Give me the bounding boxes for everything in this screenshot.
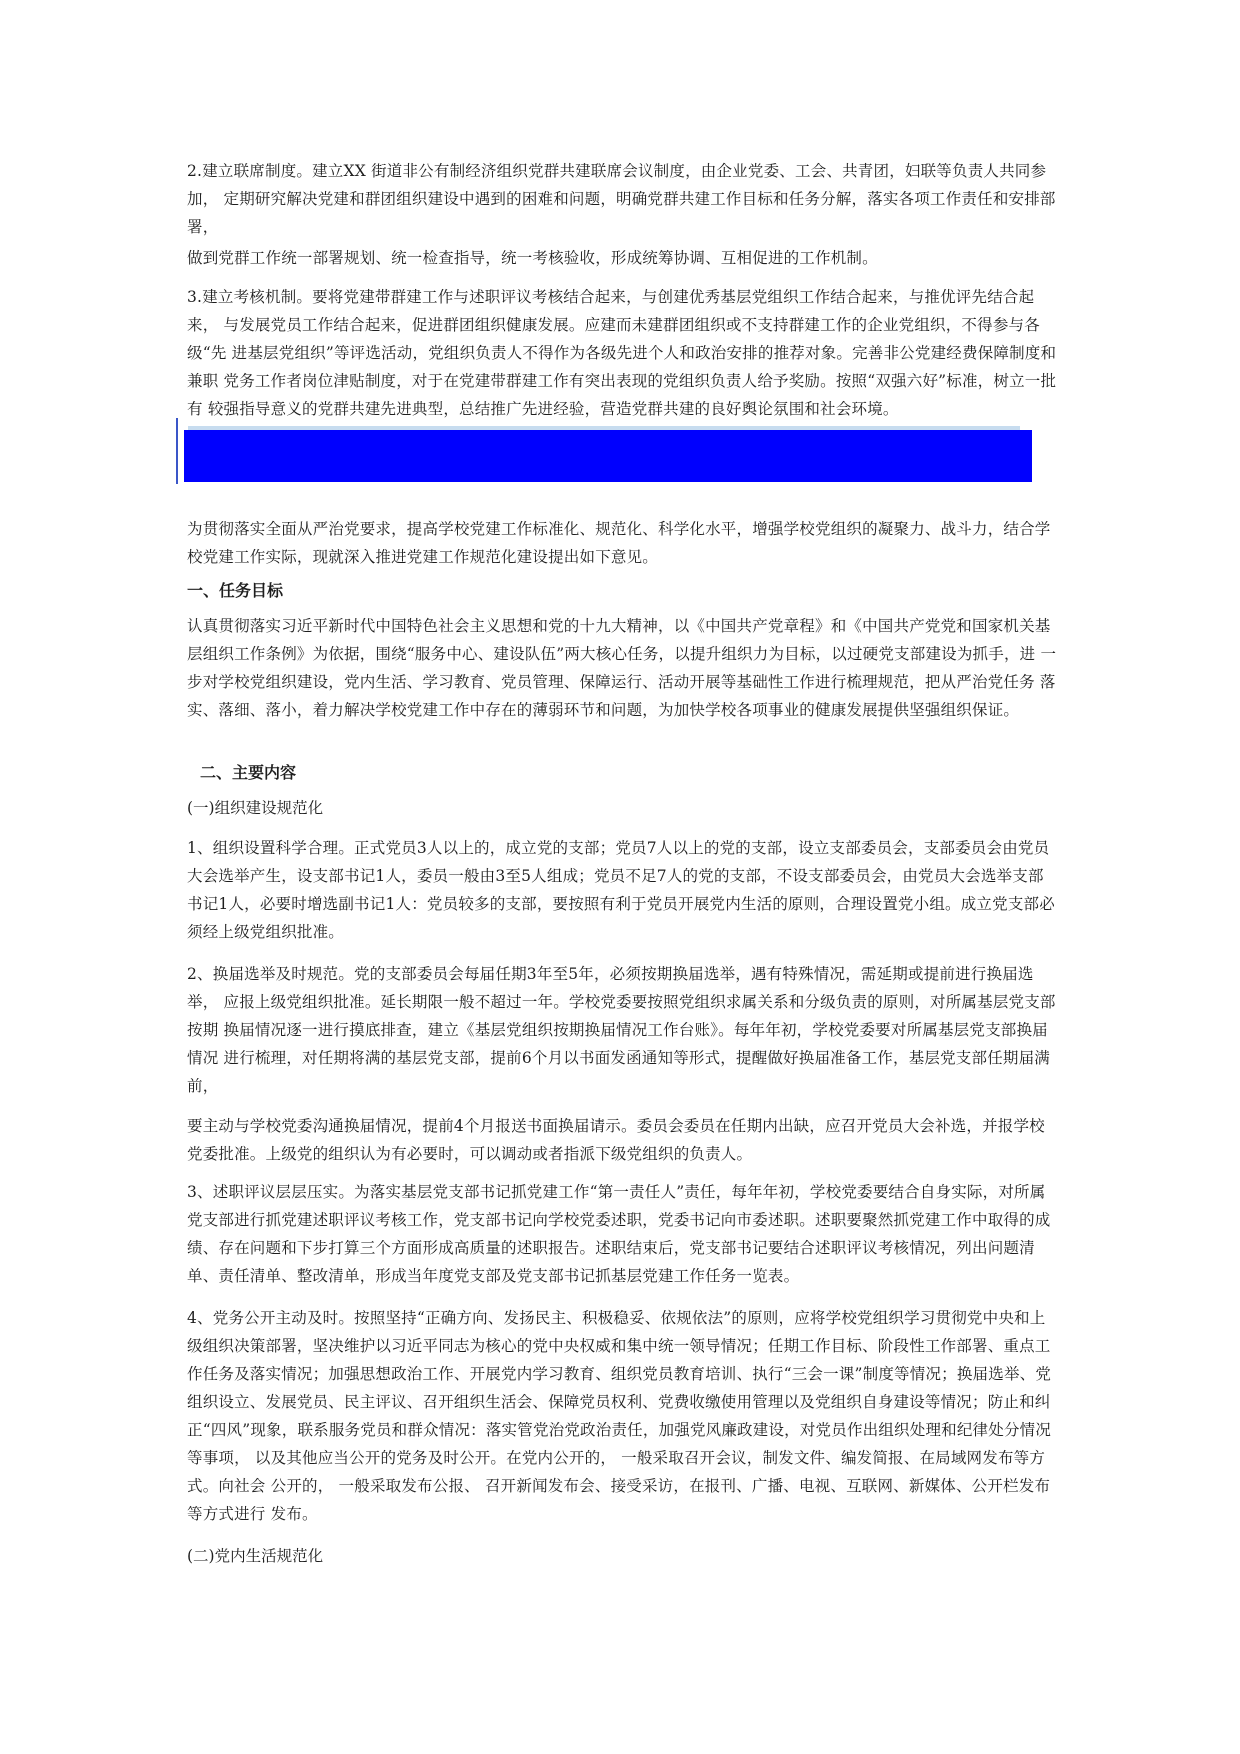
banner-edge-line — [176, 418, 178, 484]
heading-task-goals: 一、任务目标 — [187, 581, 284, 600]
highlight-banner — [176, 418, 1032, 484]
paragraph-assessment: 3.建立考核机制。要将党建带群建工作与述职评议考核结合起来，与创建优秀基层党组织工作结合起来，与推优评先结合起来， 与发展党员工作结合起来，促进群团组织健康发展。应建而未建群团组织或不支持群建工作的企业党组织，不得参与各级“先 进基层党组织”等评选活动，党组织负责人不得作为各级先进个人和政治安排的推荐对象。完善非公党建经费保障制度和兼职 党务工作者岗位津贴制度，对于在党建带群建工作有突出表现的党组织负责人给予奖励。按照“双强六好”标准，树立一批有 较强指导意义的党群共建先进典型，总结推广先进经验，营造党群共建的良好舆论氛围和社会环境。 — [187, 288, 1057, 418]
subheading-party-life: (二)党内生活规范化 — [187, 1547, 324, 1565]
paragraph-org-setup: 1、组织设置科学合理。正式党员3人以上的，成立党的支部；党员7人以上的党的支部，设立支部委员会，支部委员会由党员 大会选举产生，设支部书记1人，委员一般由3至5人组成；党员不足7人的党的支部，不设支部委员会，由党员大会选举支部 书记1人，必要时增选副书记1人：党员较多的支部，要按照有利于党员开展党内生活的原则，合理设置党小组。成立党支部必 须经上级党组织批准。 — [187, 839, 1055, 941]
paragraph-review: 3、述职评议层层压实。为落实基层党支部书记抓党建工作“第一责任人”责任，每年年初，学校党委要结合自身实际，对所属党支部进行抓党建述职评议考核工作，党支部书记向学校党委述职，党委书记向市委述职。述职要聚然抓党建工作中取得的成绩、存在问题和下步打算三个方面形成高质量的述职报告。述职结束后，党支部书记要结合述职评议考核情况，列出问题清单、责任清单、整改清单，形成当年度党支部及党支部书记抓基层党建工作任务一览表。 — [187, 1183, 1051, 1285]
paragraph-election-cont: 要主动与学校党委沟通换届情况，提前4个月报送书面换届请示。委员会委员在任期内出缺，应召开党员大会补选，并报学校 党委批准。上级党的组织认为有必要时，可以调动或者指派下级党组织的负责人。 — [187, 1117, 1045, 1163]
paragraph-joint-meeting: 2.建立联席制度。建立XX 街道非公有制经济组织党群共建联席会议制度，由企业党委、工会、共青团，妇联等负责人共同参加， 定期研究解决党建和群团组织建设中遇到的困难和问题，明确党群共建工作目标和任务分解，落实各项工作责任和安排部署， — [187, 162, 1056, 236]
paragraph-intro: 为贯彻落实全面从严治党要求，提高学校党建工作标准化、规范化、科学化水平，增强学校党组织的凝聚力、战斗力，结合学校党建工作实际，现就深入推进党建工作规范化建设提出如下意见。 — [187, 520, 1051, 566]
paragraph-openness: 4、党务公开主动及时。按照坚持“正确方向、发扬民主、积极稳妥、依规依法”的原则，应将学校党组织学习贯彻党中央和上级组织决策部署，坚决维护以习近平同志为核心的党中央权威和集中统一领导情况；任期工作目标、阶段性工作部署、重点工作任务及落实情况；加强思想政治工作、开展党内学习教育、组织党员教育培训、执行“三会一课”制度等情况；换届选举、党组织设立、发展党员、民主评议、召开组织生活会、保障党员权利、党费收缴使用管理以及党组织自身建设等情况；防止和纠正“四风”现象，联系服务党员和群众情况：落实管党治党政治责任，加强党风廉政建设，对党员作出组织处理和纪律处分情况等事项， 以及其他应当公开的党务及时公开。在党内公开的， 一般采取召开会议，制发文件、编发简报、在局域网发布等方式。向社会 公开的， 一般采取发布公报、 召开新闻发布会、接受采访，在报刊、广播、电视、互联网、新媒体、公开栏发布等方式进行 发布。 — [187, 1309, 1052, 1523]
paragraph-task-goals: 认真贯彻落实习近平新时代中国特色社会主义思想和党的十九大精神，以《中国共产党章程》和《中国共产党党和国家机关基 层组织工作条例》为依据，围绕“服务中心、建设队伍”两大核心任务，以提升组织力为目标，以过硬党支部建设为抓手，进 一步对学校党组织建设，党内生活、学习教育、党员管理、保障运行、活动开展等基础性工作进行梳理规范，把从严治党任务 落实、落细、落小，着力解决学校党建工作中存在的薄弱环节和问题，为加快学校各项事业的健康发展提供坚强组织保证。 — [187, 617, 1057, 719]
blue-block — [184, 430, 1032, 482]
heading-main-content: 二、主要内容 — [200, 763, 297, 782]
paragraph-election: 2、换届选举及时规范。党的支部委员会每届任期3年至5年，必须按期换届选举，遇有特殊情况，需延期或提前进行换届选举， 应报上级党组织批准。延长期限一般不超过一年。学校党委要按照党组织求属关系和分级负责的原则，对所属基层党支部按期 换届情况逐一进行摸底排查，建立《基层党组织按期换届情况工作台账》。每年年初，学校党委要对所属基层党支部换届情况 进行梳理，对任期将满的基层党支部，提前6个月以书面发函通知等形式，提醒做好换届准备工作，基层党支部任期届满前， — [187, 965, 1056, 1095]
paragraph-unified-deployment: 做到党群工作统一部署规划、统一检查指导，统一考核验收，形成统筹协调、互相促进的工作机制。 — [187, 249, 878, 267]
subheading-organization: (一)组织建设规范化 — [187, 799, 324, 817]
